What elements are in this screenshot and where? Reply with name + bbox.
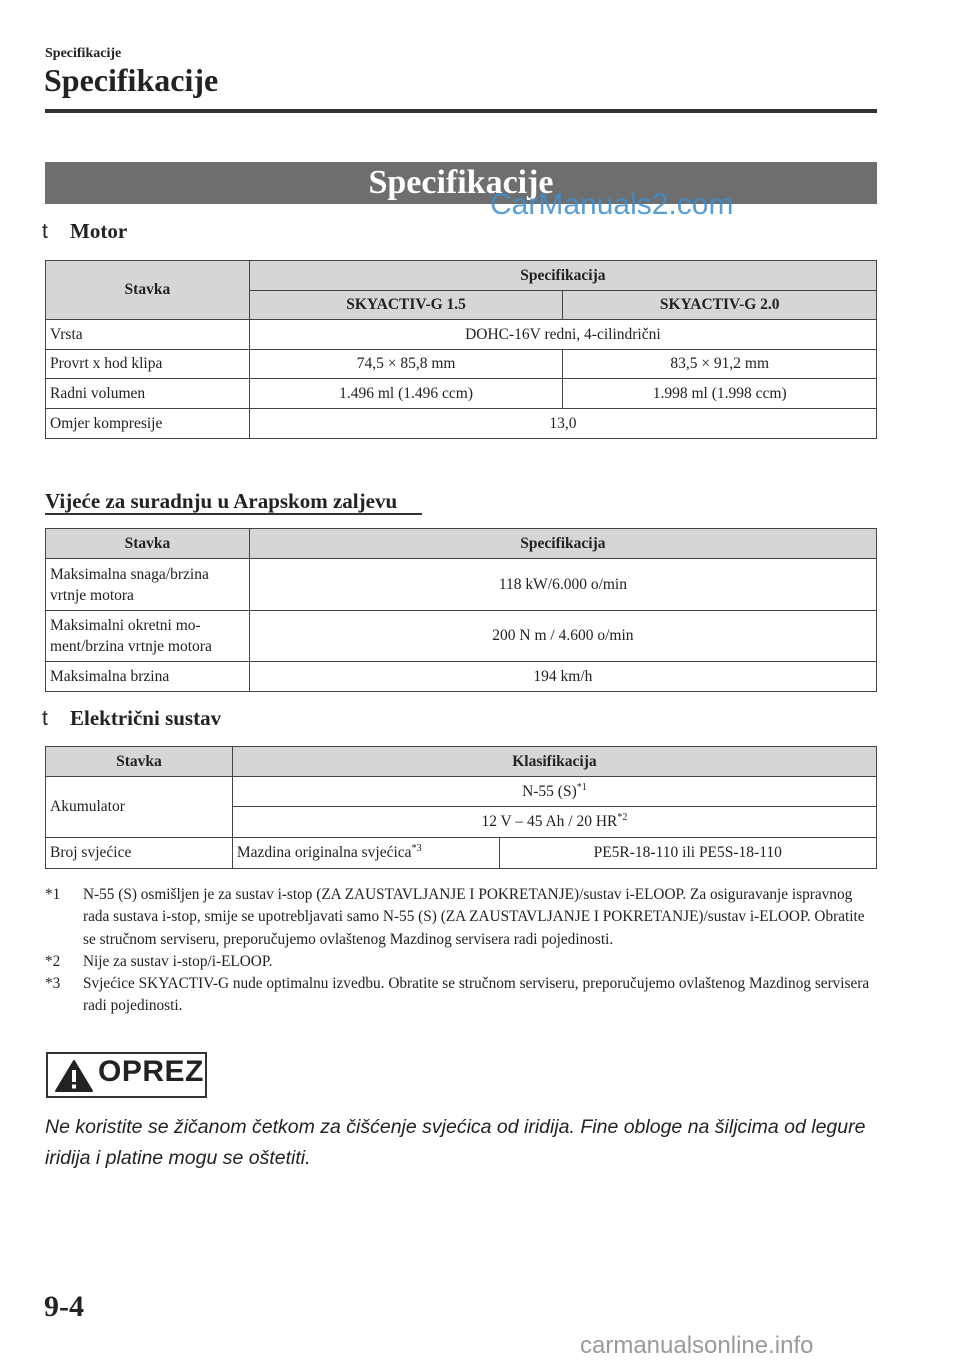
row-label: Omjer kompresije — [46, 409, 250, 439]
gulf-heading-rule — [45, 513, 422, 515]
row-label: Vrsta — [46, 320, 250, 350]
table-row — [46, 350, 877, 379]
table-row — [46, 320, 877, 350]
caution-label: OPREZ — [98, 1055, 204, 1088]
gulf-table — [45, 528, 877, 692]
table-row — [46, 662, 877, 692]
footnote: *3 Svjećice SKYACTIV-G nude optimalnu izvedbu. Obratite se stručnom serviseru, preporučujemo ovlaštenog Mazdinog servisera radi pojedinosti. — [45, 975, 870, 1015]
row-label: Maksimalna brzina — [46, 662, 250, 692]
row-value: DOHC-16V redni, 4-cilindrični — [249, 320, 876, 350]
footnote: *2 Nije za sustav i-stop/i-ELOOP. — [45, 952, 273, 970]
caution-text: Ne koristite se žičanom četkom za čišćenje svjećica od iridija. Fine obloge na šiljcima od legure iridija i platine mogu se oštetiti. — [45, 1116, 866, 1169]
motor-title: Motor — [70, 219, 128, 243]
section-banner: Specifikacije — [45, 162, 877, 204]
page-title: Specifikacije — [44, 62, 219, 98]
electric-head-item: Stavka — [46, 747, 233, 777]
row-value: PE5R-18-110 ili PE5S-18-110 — [499, 838, 876, 869]
motor-head-item: Stavka — [46, 261, 250, 320]
row-label: Radni volumen — [46, 379, 250, 409]
table-row — [46, 611, 877, 662]
row-value: 74,5 × 85,8 mm — [249, 350, 563, 379]
table-row — [46, 559, 877, 611]
footnotes — [45, 884, 875, 1018]
row-value: 83,5 × 91,2 mm — [563, 350, 877, 379]
header-rule — [45, 109, 877, 113]
gulf-head-item: Stavka — [46, 529, 250, 559]
motor-heading — [42, 219, 127, 244]
row-label: Broj svjećice — [46, 838, 233, 869]
running-header: Specifikacije — [45, 46, 122, 61]
table-row — [46, 777, 877, 807]
row-value: 200 N m / 4.600 o/min — [249, 611, 876, 662]
row-value: 13,0 — [249, 409, 876, 439]
row-value: 12 V – 45 Ah / 20 HR$^{*2}$ — [232, 807, 876, 838]
motor-col1: SKYACTIV-G 1.5 — [249, 291, 563, 320]
motor-table — [45, 260, 877, 439]
table-row — [46, 379, 877, 409]
row-value: 1.998 ml (1.998 ccm) — [563, 379, 877, 409]
row-value: 194 km/h — [249, 662, 876, 692]
row-label: Maksimalna snaga/brzina vrtnje motora — [46, 559, 250, 611]
table-row — [46, 838, 877, 869]
row-value: Mazdina originalna svjećica$^{*3}$ — [232, 838, 499, 869]
motor-head-spec: Specifikacija — [249, 261, 876, 291]
footnote: *1 N-55 (S) osmišljen je za sustav i-stop (ZA ZAUSTAVLJANJE I POKRETANJE)/sustav i-ELOOP. Za osiguravanje ispravnog rada sustava i-stop, smije se upotrebljavati samo N-55 (S) (ZA ZAUSTAVLJANJE I POKRETANJE)/sustav i-ELOOP. Obratite se stručnom serviseru, preporučujemo ovlaštenog Mazdinog servisera radi pojedinosti. — [45, 886, 865, 948]
page-number: 9-4 — [44, 1290, 84, 1323]
row-label: Akumulator — [46, 777, 233, 838]
electric-title: Električni sustav — [70, 706, 222, 730]
gulf-heading: Vijeće za suradnju u Arapskom zaljevu — [45, 489, 398, 513]
watermark-bottom: carmanualsonline.info — [580, 1332, 814, 1359]
row-value: 1.496 ml (1.496 ccm) — [249, 379, 563, 409]
warning-triangle-icon — [54, 1059, 94, 1093]
electric-heading — [42, 706, 221, 731]
row-value: 118 kW/6.000 o/min — [249, 559, 876, 611]
row-label: Maksimalni okretni mo- ment/brzina vrtnje motora — [46, 611, 250, 662]
gulf-head-spec: Specifikacija — [249, 529, 876, 559]
electric-table — [45, 746, 877, 869]
motor-col2: SKYACTIV-G 2.0 — [563, 291, 877, 320]
section-marker-icon: t — [42, 220, 48, 243]
section-marker-icon: t — [42, 707, 48, 730]
watermark-top: CarManuals2.com — [490, 188, 734, 221]
electric-head-class: Klasifikacija — [232, 747, 876, 777]
row-label: Provrt x hod klipa — [46, 350, 250, 379]
table-row — [46, 409, 877, 439]
row-value: N-55 $(S)^{*1}$ — [232, 777, 876, 807]
